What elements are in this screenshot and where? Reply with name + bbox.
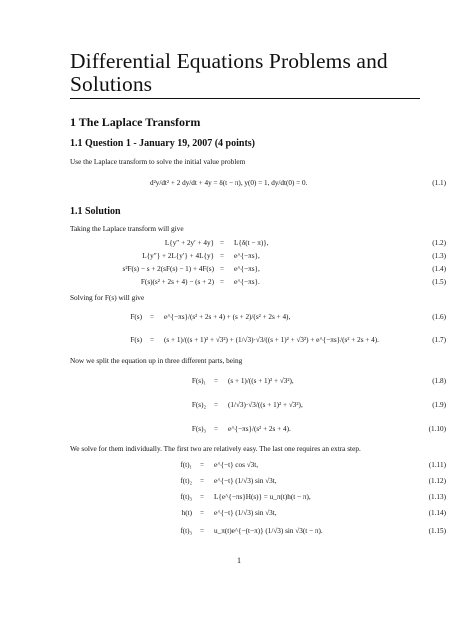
equation-row: F(s)₃ = e^{−πs}/(s² + 2s + 4). (1.10) (0, 418, 474, 440)
equation-lhs: F(s)₁ (191, 377, 206, 385)
equation-row: L{y″} + 2L{y′} + 4L{y} = e^{−πs}, (1.3) (0, 249, 474, 263)
paragraph-split: Now we split the equation up in three different parts, being (70, 356, 243, 365)
equation-lhs: L{y″} + 2L{y′} + 4L{y} (142, 252, 214, 260)
page-title: Differential Equations Problems and Solutions (70, 50, 420, 99)
equation-rhs: e^{−t} (1/√3) sin √3t, (214, 477, 277, 485)
equation-number: (1.5) (432, 278, 446, 286)
equation-row: F(s)₁ = (s + 1)/((s + 1)² + √3²), (1.8) (0, 370, 474, 392)
equation-number: (1.4) (432, 265, 446, 273)
equation-number: (1.14) (428, 509, 446, 517)
equation-row: f(t)₂ = e^{−t} (1/√3) sin √3t, (1.12) (0, 470, 474, 492)
equation-row: h(t) = e^{−t} (1/√3) sin √3t, (1.14) (0, 502, 474, 524)
equation-lhs: s²F(s) − s + 2(sF(s) − 1) + 4F(s) (122, 265, 214, 273)
equation-number: (1.11) (428, 461, 446, 469)
equation-rhs: (s + 1)/((s + 1)² + √3²), (228, 377, 294, 385)
equation-rhs: e^{−πs}, (234, 252, 260, 260)
equation-rhs: e^{−πs}/(s² + 2s + 4). (228, 425, 291, 433)
equation-rhs: e^{−πs}/(s² + 2s + 4) + (s + 2)/(s² + 2s + 4), (164, 313, 291, 321)
equation-number: (1.15) (428, 527, 446, 535)
paragraph-solve: Solving for F(s) will give (70, 293, 145, 302)
subsection-heading-question: 1.1 Question 1 - January 19, 2007 (4 points) (70, 138, 256, 149)
intro-paragraph: Use the Laplace transform to solve the initial value problem (70, 157, 246, 166)
subsection-heading-solution: 1.1 Solution (70, 206, 121, 217)
equation-row: f(t)₃ = L{e^{−πs}H(s)} = u_π(t)h(t − π), (1.13) (0, 490, 474, 504)
equation-rhs: u_π(t)e^{−(t−π)} (1/√3) sin √3(t − π). (214, 527, 323, 535)
equation-number: (1.1) (432, 179, 446, 187)
equation-lhs: F(s) (130, 313, 142, 321)
equation-rhs: (1/√3)·√3/((s + 1)² + √3²), (228, 401, 303, 409)
equation-number: (1.6) (432, 313, 446, 321)
equation-number: (1.7) (432, 336, 446, 344)
equation-row (0, 172, 474, 194)
equation-lhs: F(s)₃ (191, 425, 206, 433)
equation-rhs: e^{−t} (1/√3) sin √3t, (214, 509, 277, 517)
equation-number: (1.10) (428, 425, 446, 433)
equation-row: F(s)(s² + 2s + 4) − (s + 2) = e^{−πs}. (1.5) (0, 275, 474, 289)
equation-rhs: e^{−πs}, (234, 265, 260, 273)
equation-lhs: L{y″ + 2y′ + 4y} (164, 239, 214, 247)
equation-rhs: L{e^{−πs}H(s)} = u_π(t)h(t − π), (214, 493, 311, 501)
equation-lhs: f(t)₃ (180, 493, 192, 501)
equation-number: (1.3) (432, 252, 446, 260)
equation-row: F(s) = e^{−πs}/(s² + 2s + 4) + (s + 2)/(s² + 2s + 4), (1.6) (0, 306, 474, 328)
equation-number: (1.12) (428, 477, 446, 485)
equation-number: (1.2) (432, 239, 446, 247)
equation-lhs: F(s)(s² + 2s + 4) − (s + 2) (140, 278, 214, 286)
equation-lhs: F(s) (130, 336, 142, 344)
page-number: 1 (237, 556, 241, 565)
equation-rhs: (s + 1)/((s + 1)² + √3²) + (1/√3)·√3/((s + 1)² + √3²) + e^{−πs}/(s² + 2s + 4). (164, 336, 379, 344)
paragraph-individual: We solve for them individually. The first two are relatively easy. The last one requires an extra step. (70, 444, 361, 453)
equation-row: f(t)₁ = e^{−t} cos √3t, (1.11) (0, 458, 474, 472)
equation-number: (1.9) (432, 401, 446, 409)
equation-lhs: f(t)₃ (180, 527, 192, 535)
equation-rhs: e^{−πs}. (234, 278, 260, 286)
equation-row: f(t)₃ = u_π(t)e^{−(t−π)} (1/√3) sin √3(t − π). (1.15) (0, 520, 474, 542)
equation-text: d²y/dt² + 2 dy/dt + 4y = δ(t − π), y(0) = 1, dy/dt(0) = 0. (150, 179, 308, 187)
equation-row: s²F(s) − s + 2(sF(s) − 1) + 4F(s) = e^{−πs}, (1.4) (0, 262, 474, 276)
equation-lhs: h(t) (181, 509, 192, 517)
section-heading: 1 The Laplace Transform (70, 115, 201, 129)
equation-number: (1.8) (432, 377, 446, 385)
equation-number: (1.13) (428, 493, 446, 501)
equation-row: L{y″ + 2y′ + 4y} = L{δ(t − π)}, (1.2) (0, 236, 474, 250)
equation-lhs: f(t)₁ (180, 461, 192, 469)
equation-row: F(s) = (s + 1)/((s + 1)² + √3²) + (1/√3)·√3/((s + 1)² + √3²) + e^{−πs}/(s² + 2s + 4). (1.7) (0, 329, 474, 351)
equation-lhs: F(s)₂ (191, 401, 206, 409)
equation-row: F(s)₂ = (1/√3)·√3/((s + 1)² + √3²), (1.9) (0, 394, 474, 416)
equation-rhs: e^{−t} cos √3t, (214, 461, 259, 469)
equation-lhs: f(t)₂ (180, 477, 192, 485)
paragraph-laplace: Taking the Laplace transform will give (70, 224, 184, 233)
equation-rhs: L{δ(t − π)}, (234, 239, 269, 247)
